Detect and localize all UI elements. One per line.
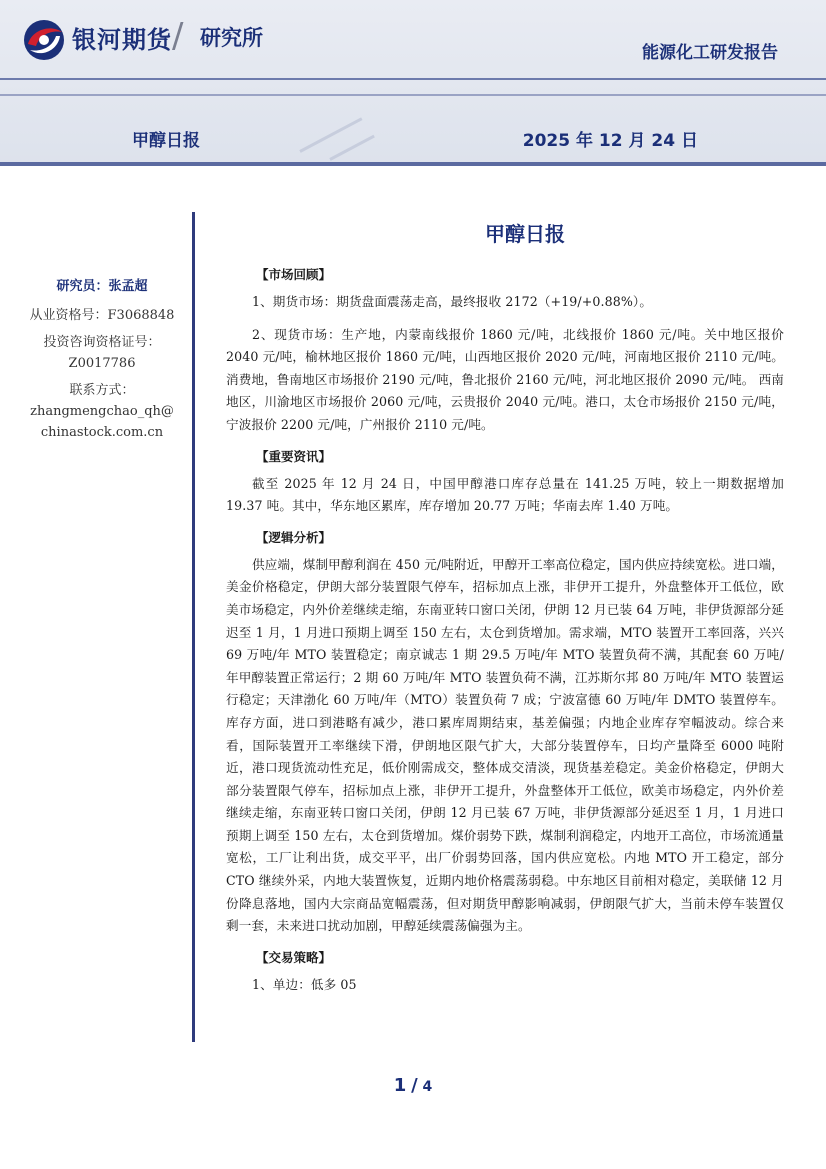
page-title: 甲醇日报 bbox=[485, 222, 565, 246]
page-current: 1 bbox=[393, 1075, 407, 1096]
institute-name: 研究所 bbox=[200, 26, 263, 50]
page-total: 4 bbox=[422, 1079, 433, 1095]
section-heading: 【交易策略】 bbox=[256, 949, 332, 965]
header-divider bbox=[0, 78, 826, 80]
page-header bbox=[0, 0, 826, 166]
license-number: 从业资格号：F3068848 bbox=[29, 308, 175, 323]
section-heading: 【逻辑分析】 bbox=[256, 529, 332, 545]
report-type: 能源化工研发报告 bbox=[642, 43, 778, 63]
author-sidebar bbox=[14, 276, 190, 443]
header-divider bbox=[0, 94, 826, 96]
logo-separator: / bbox=[172, 16, 184, 56]
paragraph: 供应端，煤制甲醇利润在 450 元/吨附近，甲醇开工率高位稳定，国内供应持续宽松。进口端，美金价格稳定，伊朗大部分装置限气停车，招标加点上涨，非伊开工提升，外盘整体开工低位，欧美市场稳定，内外价差继续走缩，东南亚转口窗口关闭，伊朗 12 月已装 64 万吨，非伊货源部分延迟至 1 月，1 月进口预期上调至 150 左右，太仓到货增加。需求端，MTO 装置开工率回落，兴兴 69 万吨/年 MTO 装置稳定；南京诚志 1 期 29.5 万吨/年 MTO 装置负荷不满，其配套 60 万吨/年甲醇装置正常运行；2 期 60 万吨/年 MTO 装置负荷不满，江苏斯尔邦 80 万吨/年 MTO 装置运行稳定；天津渤化 60 万吨/年（MTO）装置负荷 7 成；宁波富德 60 万吨/年 DMTO 装置停车。库存方面，进口到港略有减少，港口累库周期结束，基差偏强；内地企业库存窄幅波动。综合来看，国际装置开工率继续下滑，伊朗地区限气扩大，大部分装置停车，日均产量降至 6000 吨附近，港口现货流动性充足，低价刚需成交，整体成交清淡，现货基差稳定。美金价格稳定，伊朗大部分装置限气停车，招标加点上涨，非伊开工提升，外盘整体开工低位，欧美市场稳定，内外价差继续走缩，东南亚转口窗口关闭，伊朗 12 月已装 67 万吨，非伊货源部分延迟至 1 月，1 月进口预期上调至 150 左右，太仓到货增加。煤价弱势下跌，煤制利润稳定，内地开工高位，市场流通量宽松，工厂让利出货，成交平平，出厂价弱势回落，国内供应宽松。内地 MTO 开工稳定，部分 CTO 继续外采，内地大装置恢复，近期内地价格震荡弱稳。中东地区目前相对稳定，美联储 12 月份降息落地，国内大宗商品宽幅震荡，但对期货甲醇影响减弱，伊朗限气扩大，当前未停车装置仅剩一套，未来进口扰动加剧，甲醇延续震荡偏强为主。 bbox=[226, 556, 784, 934]
paragraph: 1、期货市场：期货盘面震荡走高，最终报收 2172（+19/+0.88%）。 bbox=[252, 294, 653, 309]
column-divider bbox=[192, 212, 195, 1042]
page-number bbox=[0, 1075, 826, 1096]
contact-label: 联系方式： bbox=[69, 383, 135, 398]
page-separator: / bbox=[411, 1075, 418, 1096]
paragraph: 1、单边：低多 05 bbox=[252, 976, 357, 992]
email-line[interactable]: zhangmengchao_qh@ bbox=[30, 404, 174, 419]
researcher-name: 研究员：张孟超 bbox=[56, 279, 148, 294]
consult-label: 投资咨询资格证号： bbox=[43, 335, 161, 350]
paragraph: 截至 2025 年 12 月 24 日，中国甲醇港口库存总量在 141.25 万吨，较上一期数据增加 19.37 吨。其中，华东地区累库，库存增加 20.77 万吨；华南去库 1.40 万吨。 bbox=[226, 475, 784, 514]
report-name: 甲醇日报 bbox=[132, 131, 200, 151]
galaxy-logo-icon bbox=[22, 18, 66, 62]
company-name: 银河期货 bbox=[72, 26, 172, 54]
report-body bbox=[226, 218, 784, 1006]
email-line[interactable]: chinastock.com.cn bbox=[40, 425, 164, 440]
header-divider bbox=[0, 162, 826, 166]
paragraph: 2、现货市场：生产地，内蒙南线报价 1860 元/吨，北线报价 1860 元/吨。关中地区报价 2040 元/吨，榆林地区报价 1860 元/吨，山西地区报价 2020 元/吨，河南地区报价 2110 元/吨。消费地，鲁南地区市场报价 2190 元/吨，鲁北报价 2160 元/吨，河北地区报价 2090 元/吨。 西南地区，川渝地区市场报价 2060 元/吨，云贵报价 2040 元/吨。港口，太仓市场报价 2150 元/吨，宁波报价 2200 元/吨，广州报价 2110 元/吨。 bbox=[226, 326, 784, 432]
report-date: 2025 年 12 月 24 日 bbox=[522, 131, 698, 151]
consult-number: Z0017786 bbox=[68, 356, 136, 371]
section-heading: 【重要资讯】 bbox=[256, 448, 332, 464]
header-decoration bbox=[329, 135, 375, 161]
section-heading: 【市场回顾】 bbox=[256, 267, 332, 282]
